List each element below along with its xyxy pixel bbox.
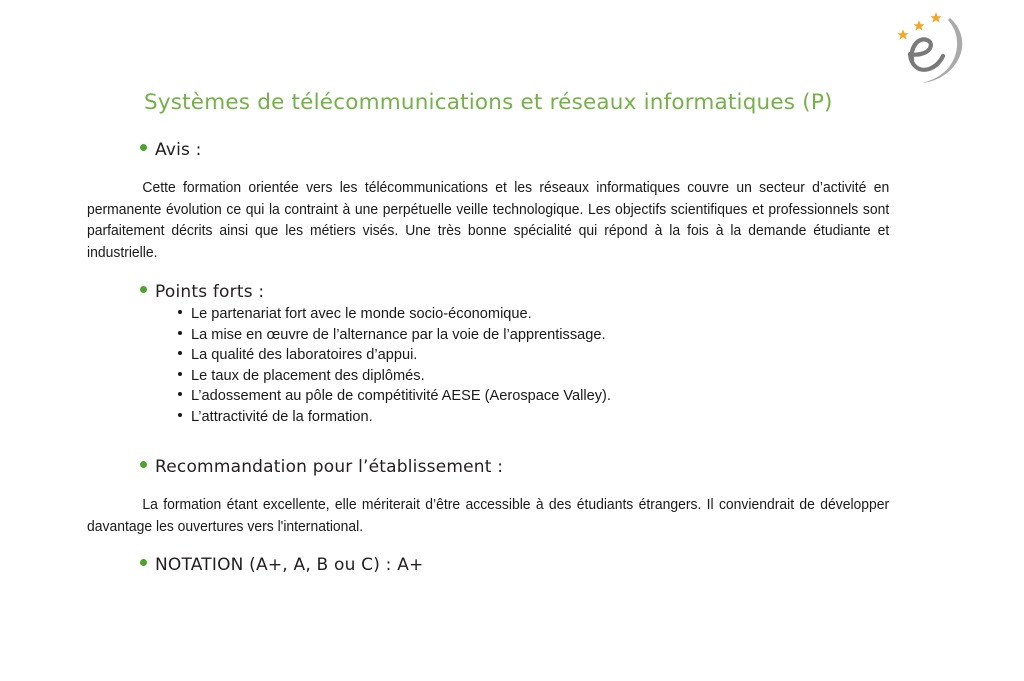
green-bullet-icon	[140, 559, 147, 566]
section-heading-recommandation-label: Recommandation pour l’établissement :	[155, 457, 504, 477]
logo-letter-e	[910, 39, 943, 69]
aeres-evaluation-logo	[888, 4, 984, 86]
section-heading-recommandation	[140, 457, 503, 477]
list-item	[178, 366, 611, 387]
list-item-label: L’adossement au pôle de compétitivité AESE (Aerospace Valley).	[191, 388, 611, 405]
dot-bullet-icon	[178, 331, 182, 335]
list-item	[178, 386, 611, 407]
list-item-label: La mise en œuvre de l’alternance par la voie de l’apprentissage.	[191, 326, 606, 343]
section-heading-avis-label: Avis :	[155, 140, 202, 160]
notation-label: NOTATION (A+, A, B ou C) : A+	[155, 555, 424, 575]
dot-bullet-icon	[178, 413, 182, 417]
green-bullet-icon	[140, 286, 147, 293]
points-forts-list	[178, 304, 611, 428]
avis-paragraph: Cette formation orientée vers les télécommunications et les réseaux informatiques couvre un secteur d’activité en permanente évolution ce qui la contraint à une perpétuelle veille technologique. Les objectifs scientifiques et professionnels sont parfaitement décrits ainsi que les métiers visés. Une très bonne spécialité qui répond à la fois à la demande étudiante et industrielle.	[87, 180, 890, 261]
recommandation-paragraph: La formation étant excellente, elle mériterait d’être accessible à des étudiants étrangers. Il conviendrait de développer davantage les ouvertures vers l'international.	[87, 497, 890, 535]
page-title: Systèmes de télécommunications et réseaux informatiques (P)	[144, 90, 833, 115]
green-bullet-icon	[140, 144, 147, 151]
dot-bullet-icon	[178, 310, 182, 314]
dot-bullet-icon	[178, 392, 182, 396]
section-heading-avis	[140, 140, 202, 160]
list-item	[178, 407, 611, 428]
list-item	[178, 304, 611, 325]
dot-bullet-icon	[178, 351, 182, 355]
list-item-label: La qualité des laboratoires d’appui.	[191, 347, 418, 364]
list-item	[178, 325, 611, 346]
list-item-label: Le partenariat fort avec le monde socio-économique.	[191, 306, 532, 322]
list-item-label: L’attractivité de la formation.	[191, 408, 373, 425]
section-heading-notation	[140, 555, 423, 575]
list-item-label: Le taux de placement des diplômés.	[191, 367, 425, 384]
list-item	[178, 345, 611, 366]
green-bullet-icon	[140, 461, 147, 468]
section-heading-points-forts	[140, 282, 264, 302]
section-heading-points-forts-label: Points forts :	[155, 282, 265, 302]
logo-stars	[897, 12, 941, 39]
dot-bullet-icon	[178, 372, 182, 376]
